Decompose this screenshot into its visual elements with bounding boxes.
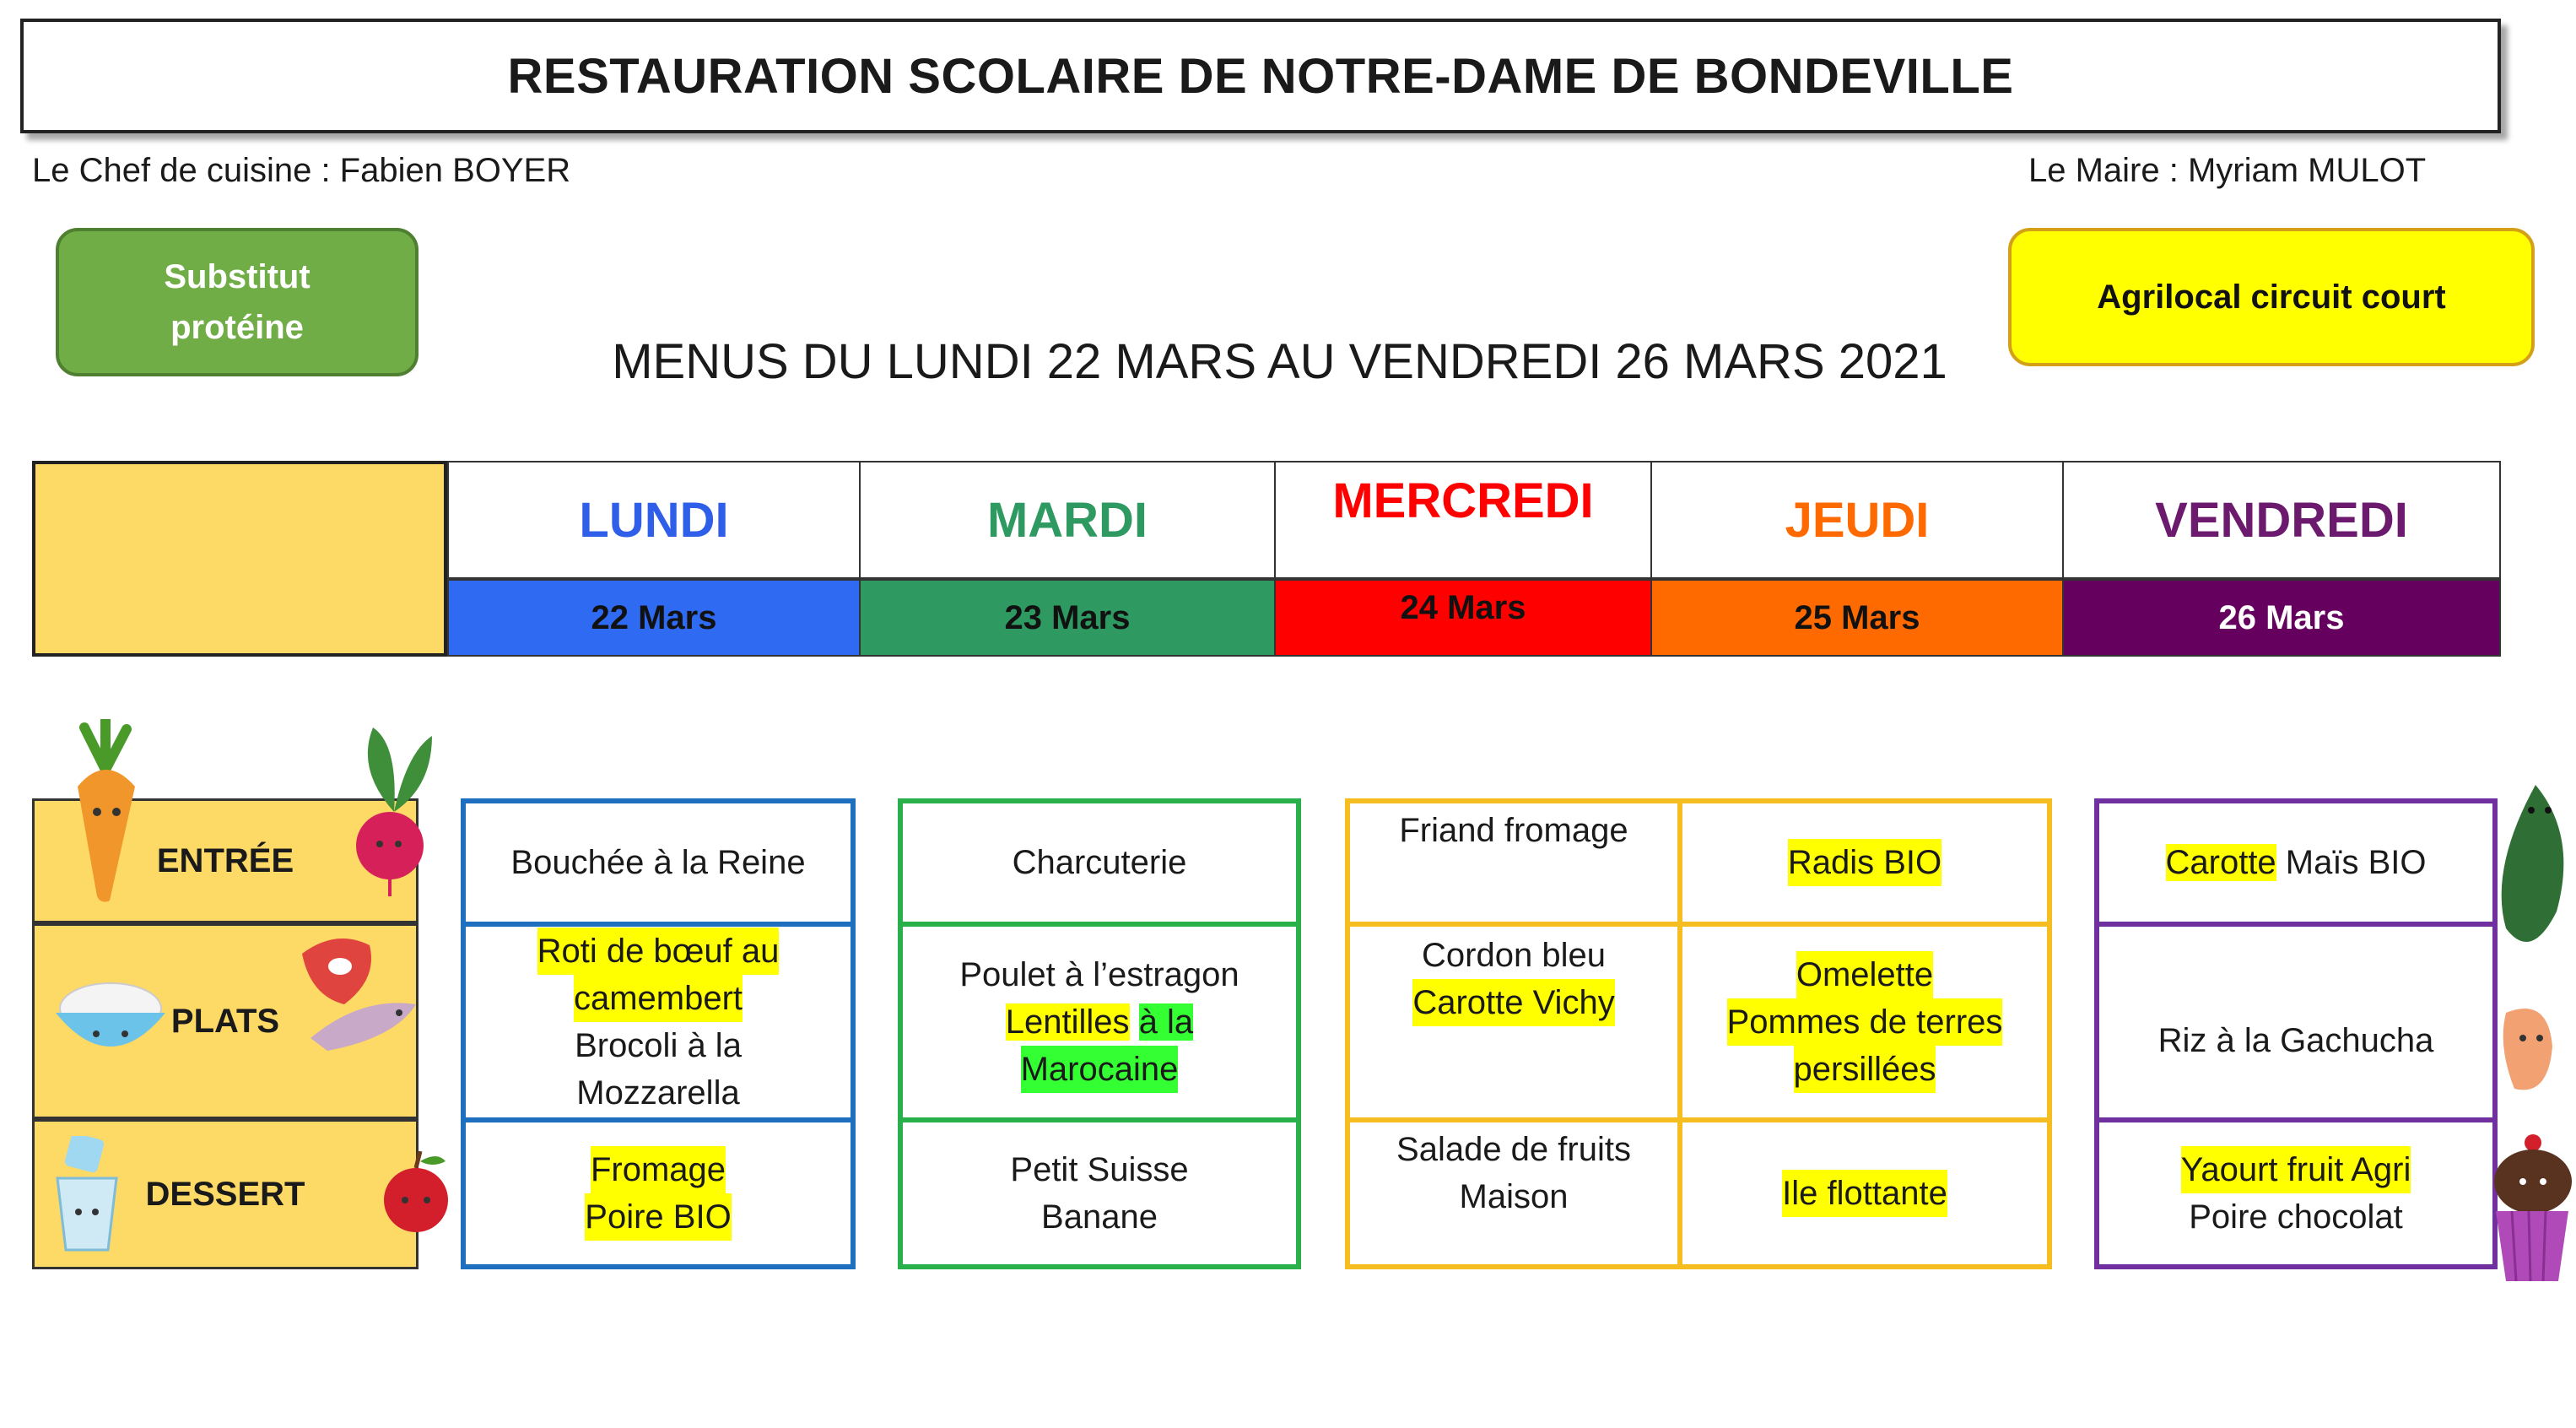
chef-signature: Le Chef de cuisine : Fabien BOYER <box>32 152 571 189</box>
day-date-lundi: 22 Mars <box>447 579 861 657</box>
lundi-dessert <box>466 1122 851 1264</box>
menu-item-text: Poire BIO <box>585 1193 731 1241</box>
carrot-icon <box>68 719 143 905</box>
vendredi-dessert <box>2099 1122 2492 1264</box>
menu-item-text: Friand fromage <box>1399 812 1628 849</box>
menu-item-text: Carotte Vichy <box>1412 979 1614 1026</box>
menu-item-text: Poire chocolat <box>2189 1198 2403 1236</box>
radish-icon <box>348 719 440 896</box>
mardi-dessert <box>903 1122 1296 1264</box>
menu-item-text: Lentilles <box>1005 1003 1130 1041</box>
menu-item-text: Riz à la Gachucha <box>2157 1022 2434 1059</box>
day-header-vendredi: VENDREDI <box>2062 461 2501 579</box>
menu-item-text: Salade de fruits <box>1396 1131 1631 1168</box>
menu-item-text: Charcuterie <box>1012 844 1187 881</box>
day-date-mardi: 23 Mars <box>859 579 1276 657</box>
menu-item-text: Maison <box>1459 1178 1569 1215</box>
menu-item-text: camembert <box>574 975 743 1022</box>
mercredi-plats <box>1350 927 1677 1117</box>
lundi-plats <box>466 927 851 1117</box>
day-date-mercredi: 24 Mars <box>1274 579 1652 657</box>
mardi-plats <box>903 927 1296 1117</box>
menu-item-text: Roti de bœuf au <box>537 928 780 975</box>
mercredi-dessert <box>1350 1122 1677 1264</box>
menu-item-text: Petit Suisse <box>1010 1151 1189 1188</box>
legend-substitut-line2: protéine <box>170 309 304 346</box>
legend-substitut-line1: Substitut <box>164 258 311 295</box>
menu-item-text: Pommes de terres <box>1727 998 2003 1046</box>
menu-item-text: Poulet à l’estragon <box>959 956 1239 993</box>
jeudi-dessert <box>1682 1122 2047 1264</box>
menu-item-text: Yaourt fruit Agri <box>2181 1146 2411 1193</box>
maire-signature: Le Maire : Myriam MULOT <box>2028 152 2427 189</box>
menu-item-text: Mozzarella <box>576 1074 740 1112</box>
jeudi-entree <box>1682 803 2047 922</box>
menu-item-text: Ile flottante <box>1782 1170 1947 1217</box>
menu-item-text: Bouchée à la Reine <box>510 844 806 881</box>
day-header-mardi: MARDI <box>859 461 1276 579</box>
vendredi-entree <box>2099 803 2492 922</box>
day-date-vendredi: 26 Mars <box>2062 579 2501 657</box>
peach-icon <box>2498 996 2557 1106</box>
row-label-dessert: DESSERT <box>32 1119 419 1269</box>
row-label-plats: PLATS <box>32 923 419 1119</box>
week-title-text: MENUS DU LUNDI 22 MARS AU VENDREDI 26 MARS 2021 <box>612 334 1947 389</box>
rice-bowl-icon <box>47 971 174 1063</box>
week-title <box>0 333 2576 390</box>
day-header-jeudi: JEUDI <box>1650 461 2064 579</box>
cupcake-icon <box>2491 1131 2573 1283</box>
day-header-mercredi: MERCREDI <box>1274 461 1652 579</box>
legend-agrilocal: Agrilocal circuit court <box>2008 228 2535 366</box>
row-label-entree: ENTRÉE <box>32 798 419 923</box>
lundi-entree <box>466 803 851 922</box>
jeudi-plats <box>1682 927 2047 1117</box>
header-corner-cell <box>32 461 447 657</box>
menu-item-text: Carotte <box>2165 844 2276 881</box>
menu-item-text: Omelette <box>1796 951 1933 998</box>
menu-item-text: Fromage <box>591 1146 726 1193</box>
menu-item-text: Banane <box>1041 1198 1158 1236</box>
day-date-jeudi: 25 Mars <box>1650 579 2064 657</box>
yogurt-icon <box>49 1136 125 1254</box>
leaf-icon <box>2498 785 2573 962</box>
meat-fish-icon <box>294 928 429 1063</box>
menu-item-text: Brocoli à la <box>575 1027 742 1064</box>
menu-item-text: persillées <box>1794 1046 1936 1093</box>
mercredi-entree <box>1350 803 1677 922</box>
menu-item-text <box>1130 1003 1139 1041</box>
page-title: RESTAURATION SCOLAIRE DE NOTRE-DAME DE BONDEVILLE <box>20 19 2501 133</box>
menu-item-text: Maïs BIO <box>2276 844 2427 881</box>
vendredi-plats <box>2099 927 2492 1117</box>
menu-item-text: Cordon bleu <box>1422 937 1606 974</box>
menu-item-text: Radis BIO <box>1788 839 1941 886</box>
apple-icon <box>378 1151 454 1236</box>
menu-item-text: Marocaine <box>1021 1046 1179 1093</box>
day-header-lundi: LUNDI <box>447 461 861 579</box>
menu-item-text: à la <box>1138 1003 1194 1041</box>
mardi-entree <box>903 803 1296 922</box>
